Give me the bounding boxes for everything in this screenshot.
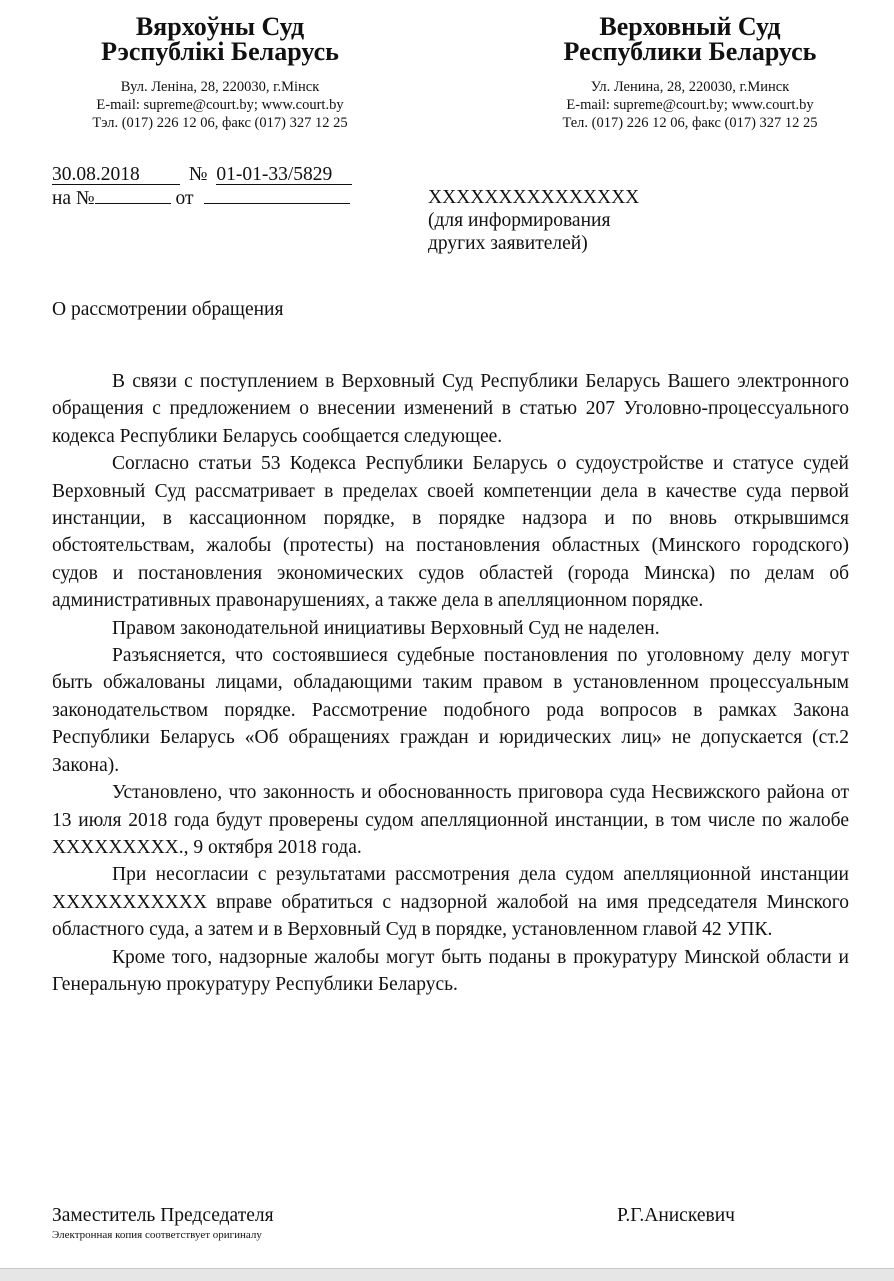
header-russian xyxy=(505,14,875,132)
letter-body xyxy=(52,368,849,998)
recipient-note-line1: (для информирования xyxy=(428,210,611,231)
recipient-note-line2: других заявителей) xyxy=(428,233,588,254)
ref-date-blank xyxy=(204,203,350,204)
court-phone-ru: Тел. (017) 226 12 06, факс (017) 327 12 25 xyxy=(562,115,818,131)
ref-number-label: на № xyxy=(52,188,95,209)
court-name-ru-line2: Республики Беларусь xyxy=(563,37,817,66)
letter-subject: О рассмотрении обращения xyxy=(52,299,284,320)
copy-note: Электронная копия соответствует оригиналу xyxy=(52,1229,262,1241)
registration-block xyxy=(52,163,352,211)
letter-date: 30.08.2018 xyxy=(52,165,180,185)
court-email-be: E-mail: supreme@court.by; www.court.by xyxy=(96,97,344,113)
court-address-be: Вул. Ленiна, 28, 220030, г.Мiнск xyxy=(120,79,320,95)
ref-from-label: от xyxy=(175,188,194,209)
recipient-block xyxy=(428,186,639,255)
body-paragraph-3: Правом законодательной инициативы Верховный Суд не наделен. xyxy=(112,617,660,639)
header-belarusian xyxy=(40,14,400,132)
court-phone-be: Тэл. (017) 226 12 06, факс (017) 327 12 25 xyxy=(92,115,348,131)
body-paragraph-5: Установлено, что законность и обоснованность приговора суда Несвижского района от 13 июля 2018 года будут проверены судом апелляционной инстанции, в том числе по жалобе ХХХХХХХХХ., 9 октября 2018 года. xyxy=(52,782,849,858)
letter-number: 01-01-33/5829 xyxy=(216,165,352,185)
body-paragraph-1: В связи с поступлением в Верховный Суд Республики Беларусь Вашего электронного обращения с предложением о внесении изменений в статью 207 Уголовно-процессуального кодекса Республики Беларусь сообщается следующее. xyxy=(52,371,849,447)
court-email-ru: E-mail: supreme@court.by; www.court.by xyxy=(566,97,814,113)
body-paragraph-6: При несогласии с результатами рассмотрения дела судом апелляционной инстанции ХХХХХХХХХХХ вправе обратиться с надзорной жалобой на имя председателя Минского областного суда, а затем и в Верховный Суд в порядке, установленном главой 42 УПК. xyxy=(52,864,849,941)
window-bottom-edge xyxy=(0,1268,894,1281)
number-label: № xyxy=(188,164,208,185)
signatory-name: Р.Г.Анискевич xyxy=(617,1205,735,1226)
signatory-title: Заместитель Председателя xyxy=(52,1205,274,1226)
body-paragraph-7: Кроме того, надзорные жалобы могут быть поданы в прокуратуру Минской области и Генеральную прокуратуру Республики Беларусь. xyxy=(52,946,849,995)
body-paragraph-4: Разъясняется, что состоявшиеся судебные постановления по уголовному делу могут быть обжалованы лицами, обладающими таким правом в установленном процессуальным законодательством порядке. Рассмотрение подобного рода вопросов в рамках Закона Республики Беларусь «Об обращениях граждан и юридических лиц» не допускается (ст.2 Закона). xyxy=(52,645,849,776)
court-name-ru-line1: Верховный Суд xyxy=(599,12,781,41)
court-name-be-line2: Рэспублiкi Беларусь xyxy=(101,37,339,66)
court-name-be-line1: Вярхоўны Суд xyxy=(135,12,305,41)
recipient-name: ХХХХХХХХХХХХХХХ xyxy=(428,187,640,208)
court-address-ru: Ул. Ленина, 28, 220030, г.Минск xyxy=(590,79,790,95)
body-paragraph-2: Согласно статьи 53 Кодекса Республики Беларусь о судоустройстве и статусе судей Верховный Суд рассматривает в пределах своей компетенции дела в качестве суда первой инстанции, в кассационном порядке, в порядке надзора и по вновь открывшимся обстоятельствам, жалобы (протесты) на постановления областных (Минского городского) судов и постановления экономических судов областей (города Минска) по делам об административных правонарушениях, а также дела в апелляционном порядке. xyxy=(52,453,849,612)
ref-number-blank xyxy=(95,203,171,204)
